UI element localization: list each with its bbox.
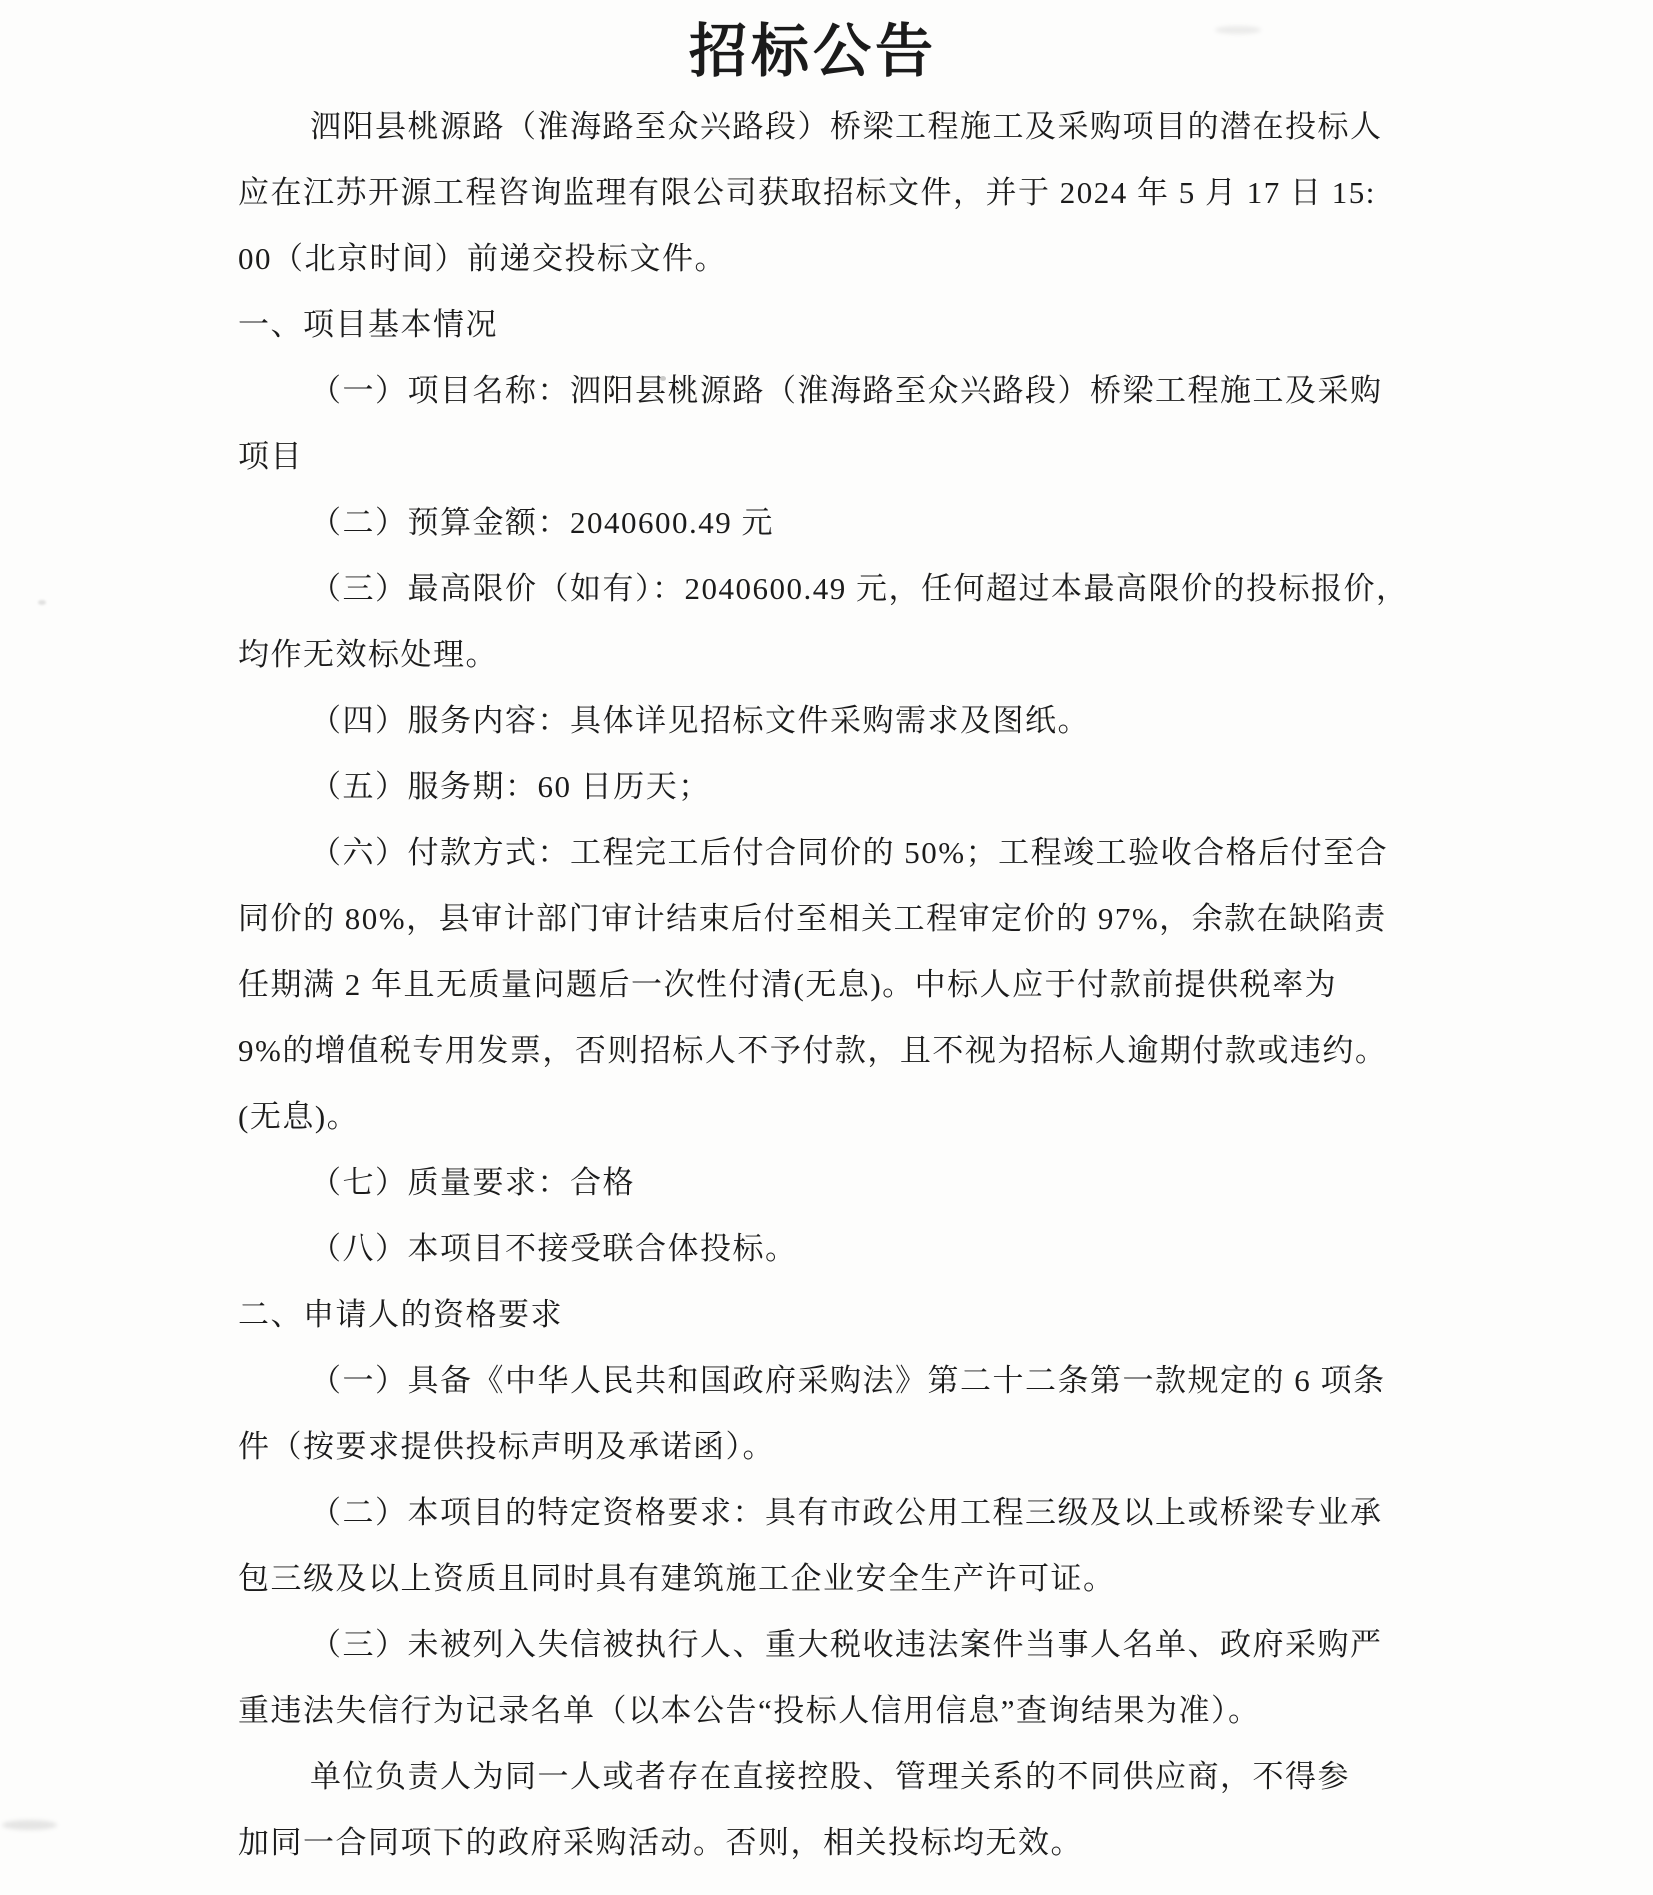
doc-line: 均作无效标处理。 [238,637,498,672]
doc-line: （三）最高限价（如有）：2040600.49 元，任何超过本最高限价的投标报价， [310,571,1409,606]
doc-line: 9%的增值税专用发票，否则招标人不予付款，且不视为招标人逾期付款或违约。 [238,1033,1388,1068]
document-body [238,94,1458,1876]
doc-line: (无息)。 [238,1099,360,1134]
doc-line: （二）本项目的特定资格要求：具有市政公用工程三级及以上或桥梁专业承 [310,1495,1383,1530]
doc-line: （一）项目名称：泗阳县桃源路（淮海路至众兴路段）桥梁工程施工及采购 [310,373,1383,408]
doc-line: 泗阳县桃源路（淮海路至众兴路段）桥梁工程施工及采购项目的潜在投标人 [310,109,1383,144]
page-title: 招标公告 [688,19,937,84]
doc-line: 00（北京时间）前递交投标文件。 [238,241,727,276]
doc-line: （三）未被列入失信被执行人、重大税收违法案件当事人名单、政府采购严 [310,1627,1383,1662]
doc-line: 件（按要求提供投标声明及承诺函）。 [238,1429,775,1464]
doc-line: 一、项目基本情况 [238,307,498,342]
doc-line: （一）具备《中华人民共和国政府采购法》第二十二条第一款规定的 6 项条 [310,1363,1386,1398]
doc-line: （四）服务内容：具体详见招标文件采购需求及图纸。 [310,703,1090,738]
doc-line: 任期满 2 年且无质量问题后一次性付清(无息)。中标人应于付款前提供税率为 [238,967,1338,1002]
doc-line: 应在江苏开源工程咨询监理有限公司获取招标文件，并于 2024 年 5 月 17 日 15: [238,175,1376,210]
doc-line: 同价的 80%，县审计部门审计结束后付至相关工程审定价的 97%，余款在缺陷责 [238,901,1387,936]
doc-line: （八）本项目不接受联合体投标。 [310,1231,798,1266]
doc-line: 二、申请人的资格要求 [238,1297,563,1332]
doc-line: （二）预算金额：2040600.49 元 [310,505,774,540]
doc-line: （五）服务期：60 日历天； [310,769,711,804]
scan-speck [2,1820,57,1830]
doc-line: （六）付款方式：工程完工后付合同价的 50%；工程竣工验收合格后付至合 [310,835,1389,870]
doc-line: 重违法失信行为记录名单（以本公告“投标人信用信息”查询结果为准）。 [238,1693,1261,1728]
doc-line: （七）质量要求：合格 [310,1165,635,1200]
scan-speck [38,600,46,605]
doc-line: 包三级及以上资质且同时具有建筑施工企业安全生产许可证。 [238,1561,1116,1596]
doc-line: 单位负责人为同一人或者存在直接控股、管理关系的不同供应商，不得参 [310,1759,1350,1794]
doc-line: 项目 [238,439,303,474]
doc-line: 加同一合同项下的政府采购活动。否则，相关投标均无效。 [238,1825,1083,1860]
